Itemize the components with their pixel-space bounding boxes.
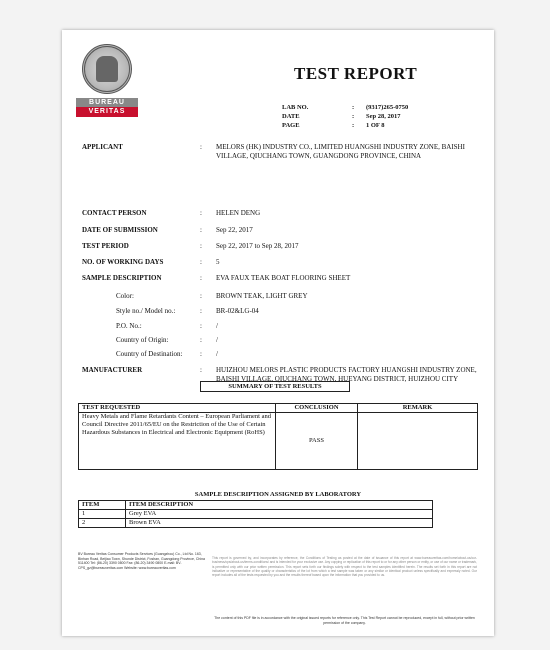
sample-description-title: SAMPLE DESCRIPTION ASSIGNED BY LABORATORY	[194, 491, 362, 498]
table-row	[79, 413, 478, 470]
cell-item: 1	[79, 510, 126, 519]
field-date-of-submission: DATE OF SUBMISSION : Sep 22, 2017	[82, 226, 253, 234]
field-contact-person: CONTACT PERSON : HELEN DENG	[82, 209, 261, 217]
field-country-of-destination: Country of Destination: : /	[116, 350, 218, 358]
header-item: ITEM	[79, 501, 126, 510]
field-sample-description: SAMPLE DESCRIPTION : EVA FAUX TEAK BOAT FLOORING SHEET	[82, 274, 351, 282]
meta-date: DATE : Sep 28, 2017	[282, 113, 401, 120]
logo-text-top: BUREAU	[76, 98, 138, 107]
cell-remark	[358, 413, 478, 470]
header-remark: REMARK	[358, 404, 478, 413]
summary-title: SUMMARY OF TEST RESULTS	[200, 381, 350, 392]
footer-disclaimer: This report is governed by, and incorporates by reference, the Conditions of Testing as posted at the date of issuance of this report at www.bureauveritas.com/home/about-us/our-business/cps/about-us/terms-conditions/ and is intended for your exclusive use. Any copying or replication of this report to or for any other person or entity, or use of our name or trademark, is permitted only with our prior written permission. This report sets forth our findings solely with respect to the test samples identified herein. The results set forth in this report are not indicative or representative of the quality or characteristics of the lot from which a test sample was taken or any similar or identical product unless specifically and expressly noted. Our report includes all of the tests requested by you and the results thereof based upon the information that you provided to us.	[212, 556, 477, 578]
report-title: TEST REPORT	[294, 64, 418, 83]
field-manufacturer: MANUFACTURER : HUIZHOU MELORS PLASTIC PRODUCTS FACTORY HUANGSHI INDUSTRY ZONE, BAISHI VILLAGE, QIUCHANG TOWN, HUEYANG DISTRICT, HUIZHOU CITY	[82, 366, 477, 383]
logo-text-bottom: VERITAS	[76, 107, 138, 117]
report-meta	[282, 103, 408, 130]
table-row	[79, 519, 433, 528]
summary-header-row	[79, 404, 478, 413]
footer-note: The content of this PDF file is in accordance with the original issued reports for reference only. This Test Report cannot be reproduced, except in full, without prior written permission of the company.	[214, 616, 475, 625]
field-style-no: Style no./ Model no.: : BR-02&LG-04	[116, 307, 259, 315]
field-applicant: APPLICANT : MELORS (HK) INDUSTRY CO., LIMITED HUANGSHI INDUSTRY ZONE, BAISHI VILLAGE, QIUCHANG TOWN, GUANGDONG PROVINCE, CHINA	[82, 143, 465, 160]
bureau-veritas-seal-icon	[82, 44, 132, 94]
field-country-of-origin: Country of Origin: : /	[116, 336, 218, 344]
meta-lab-no: LAB NO. : (9317)265-0750	[282, 104, 409, 111]
sample-header-row	[79, 501, 433, 510]
field-test-period: TEST PERIOD : Sep 22, 2017 to Sep 28, 2017	[82, 242, 299, 250]
header-item-description: ITEM DESCRIPTION	[126, 501, 433, 510]
table-row	[79, 510, 433, 519]
bureau-veritas-logo	[76, 44, 138, 117]
report-page	[62, 30, 494, 636]
cell-item-description: Grey EVA	[126, 510, 433, 519]
field-po-no: P.O. No.: : /	[116, 322, 218, 330]
cell-conclusion: PASS	[276, 413, 358, 470]
field-working-days: NO. OF WORKING DAYS : 5	[82, 258, 220, 266]
header-test-requested: TEST REQUESTED	[79, 404, 276, 413]
cell-test-requested: Heavy Metals and Flame Retardants Content – European Parliament and Council Directive 2011/65/EU on the Restriction of the Use of Certain Hazardous Substances in Electrical and Electronic Equipment (RoHS)	[79, 413, 276, 470]
footer-address: BV Bureau Veritas Consumer Products Services (Guangzhou) Co., Ltd No. 163, Binhan Road, Beijiao Town, Shunde District, Foshan, Guangdong Province, China 511400 Tel: (86-20) 3390 0800 Fax: (86-20) 3490 0800 E-mail: BV-CPS_gz@bureauveritas.com Website: www.bureauveritas.com	[78, 552, 205, 570]
field-color: Color: : BROWN TEAK, LIGHT GREY	[116, 292, 308, 300]
cell-item-description: Brown EVA	[126, 519, 433, 528]
cell-item: 2	[79, 519, 126, 528]
summary-table	[78, 403, 478, 470]
header-conclusion: CONCLUSION	[276, 404, 358, 413]
sample-table	[78, 500, 433, 528]
meta-page: PAGE : 1 OF 8	[282, 122, 385, 129]
